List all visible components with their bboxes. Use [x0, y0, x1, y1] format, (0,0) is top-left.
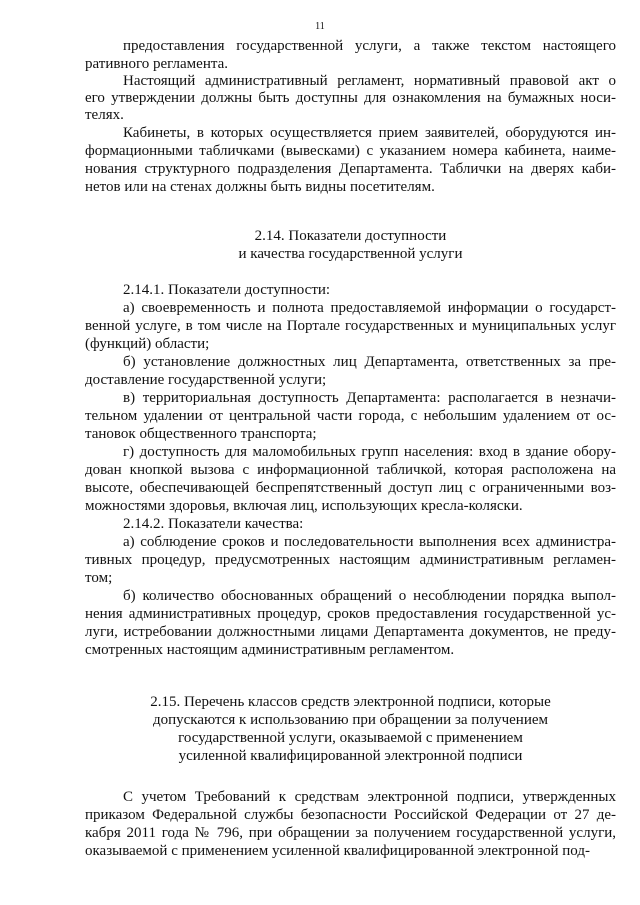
text-line: 2.14.2. Показатели качества:	[123, 516, 304, 532]
text-line: его утверждении должны быть доступны для ознакомления на бумажных носи-	[85, 90, 616, 106]
text-line: можностями здоровья, включая лиц, использующих кресла-коляски.	[85, 498, 523, 514]
paragraph	[85, 515, 616, 533]
page-number: 11	[315, 21, 325, 32]
section-heading	[85, 227, 616, 263]
paragraph	[85, 37, 616, 73]
paragraph	[85, 587, 616, 659]
text-line: предоставления государственной услуги, а также текстом настоящего	[123, 38, 616, 54]
heading-line: 2.14. Показатели доступности	[254, 228, 447, 244]
paragraph	[85, 281, 616, 299]
text-line: нения административных процедур, сроков предоставления государственной ус-	[85, 606, 616, 622]
text-line: в) территориальная доступность Департамента: располагается в незначи-	[123, 390, 616, 406]
text-line: доставление государственной услуги;	[85, 372, 327, 388]
text-line: приказом Федеральной службы безопасности Российской Федерации от 27 де-	[85, 807, 616, 823]
heading-line: допускаются к использованию при обращении за получением	[152, 712, 549, 728]
paragraph	[85, 788, 616, 860]
heading-line: усиленной квалифицированной электронной подписи	[178, 748, 523, 764]
text-line: ративного регламента.	[85, 56, 229, 72]
paragraph	[85, 353, 616, 389]
text-line: а) соблюдение сроков и последовательности выполнения всех администра-	[123, 534, 616, 550]
text-line: 2.14.1. Показатели доступности:	[123, 282, 331, 298]
text-line: смотренных настоящим административным регламентом.	[85, 642, 455, 658]
paragraph	[85, 443, 616, 515]
text-line: нетов или на стенах должны быть видны посетителям.	[85, 179, 435, 195]
text-line: кабря 2011 года № 796, при обращении за получением государственной услуги,	[85, 825, 616, 841]
paragraph	[85, 124, 616, 196]
text-line: тановок общественного транспорта;	[85, 426, 317, 442]
text-line: венной услуге, в том числе на Портале государственных и муниципальных услуг	[85, 318, 616, 334]
text-line: высоте, обеспечивающей беспрепятственный доступ лиц с ограниченными воз-	[85, 480, 616, 496]
section-heading	[85, 693, 616, 765]
heading-line: 2.15. Перечень классов средств электронной подписи, которые	[150, 694, 551, 710]
text-line: Кабинеты, в которых осуществляется прием заявителей, оборудуются ин-	[123, 125, 616, 141]
paragraph	[85, 299, 616, 353]
text-line: тивных процедур, предусмотренных настоящим административным регламен-	[85, 552, 616, 568]
document-body	[85, 37, 616, 860]
text-line: б) установление должностных лиц Департамента, ответственных за пре-	[123, 354, 616, 370]
text-line: луги, истребовании должностными лицами Департамента документов, не преду-	[85, 624, 616, 640]
text-line: дован кнопкой вызова с информационной табличкой, которая расположена на	[85, 462, 616, 478]
text-line: нования структурного подразделения Департамента. Таблички на дверях каби-	[85, 161, 616, 177]
text-line: а) своевременность и полнота предоставляемой информации о государст-	[123, 300, 616, 316]
text-line: том;	[85, 570, 113, 586]
paragraph	[85, 73, 616, 124]
text-line: г) доступность для маломобильных групп населения: вход в здание обору-	[123, 444, 616, 460]
text-line: С учетом Требований к средствам электронной подписи, утвержденных	[123, 789, 616, 805]
text-line: оказываемой с применением усиленной квалифицированной электронной под-	[85, 843, 590, 859]
text-line: (функций) области;	[85, 336, 210, 352]
text-line: Настоящий административный регламент, нормативный правовой акт о	[123, 73, 616, 89]
text-line: телях.	[85, 107, 124, 123]
paragraph	[85, 533, 616, 587]
text-line: б) количество обоснованных обращений о несоблюдении порядка выпол-	[123, 588, 616, 604]
text-line: формационными табличками (вывесками) с указанием номера кабинета, наиме-	[85, 143, 616, 159]
heading-line: и качества государственной услуги	[238, 246, 463, 262]
text-line: тельном удалении от центральной части города, с небольшим удалением от ос-	[85, 408, 616, 424]
paragraph	[85, 389, 616, 443]
heading-line: государственной услуги, оказываемой с применением	[178, 730, 523, 746]
